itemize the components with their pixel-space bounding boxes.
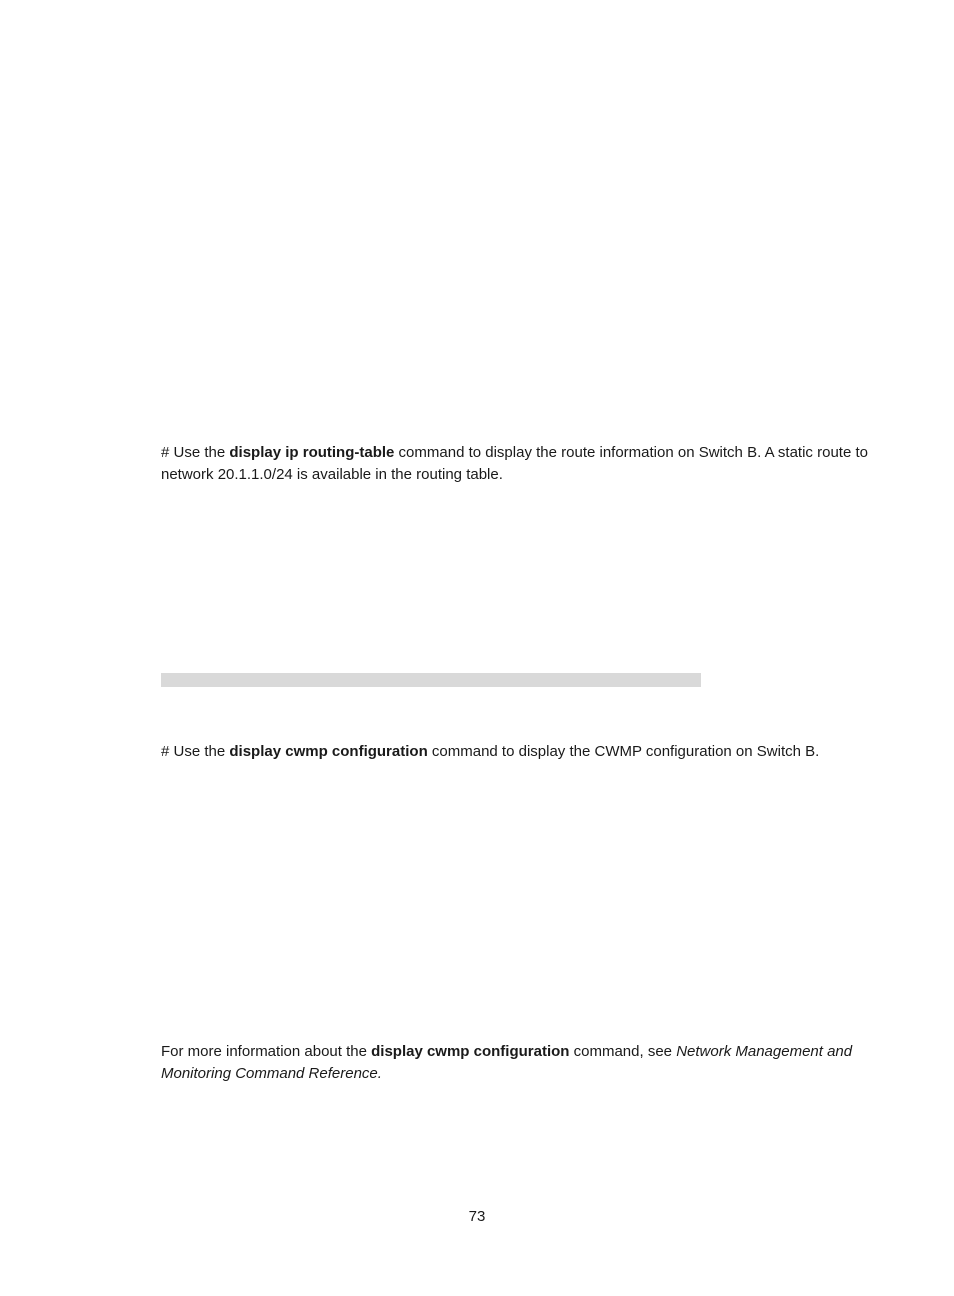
cwmp-suffix: command to display the CWMP configuration on Switch B. xyxy=(427,743,820,760)
more-info-paragraph xyxy=(161,1041,871,1085)
more-info-middle: command, see xyxy=(569,1043,677,1060)
more-info-suffix: . xyxy=(377,1065,382,1082)
routing-table-paragraph xyxy=(161,442,871,486)
command-reference-title: Network Management and Monitoring Command Reference xyxy=(161,1043,853,1082)
routing-suffix: command to display the route information on Switch B. A static route to network 20.1.1.0/24 is available in the routing table. xyxy=(161,444,868,483)
cwmp-configuration-paragraph xyxy=(161,741,871,763)
cwmp-prefix: # Use the xyxy=(161,743,230,760)
more-info-command: display cwmp configuration xyxy=(371,1043,570,1060)
routing-command: display ip routing-table xyxy=(229,444,395,461)
page-number: 73 xyxy=(468,1208,486,1225)
cwmp-command: display cwmp configuration xyxy=(229,743,428,760)
code-block-highlight-bar xyxy=(161,673,701,687)
routing-prefix: # Use the xyxy=(161,444,230,461)
more-info-prefix: For more information about the xyxy=(161,1043,372,1060)
